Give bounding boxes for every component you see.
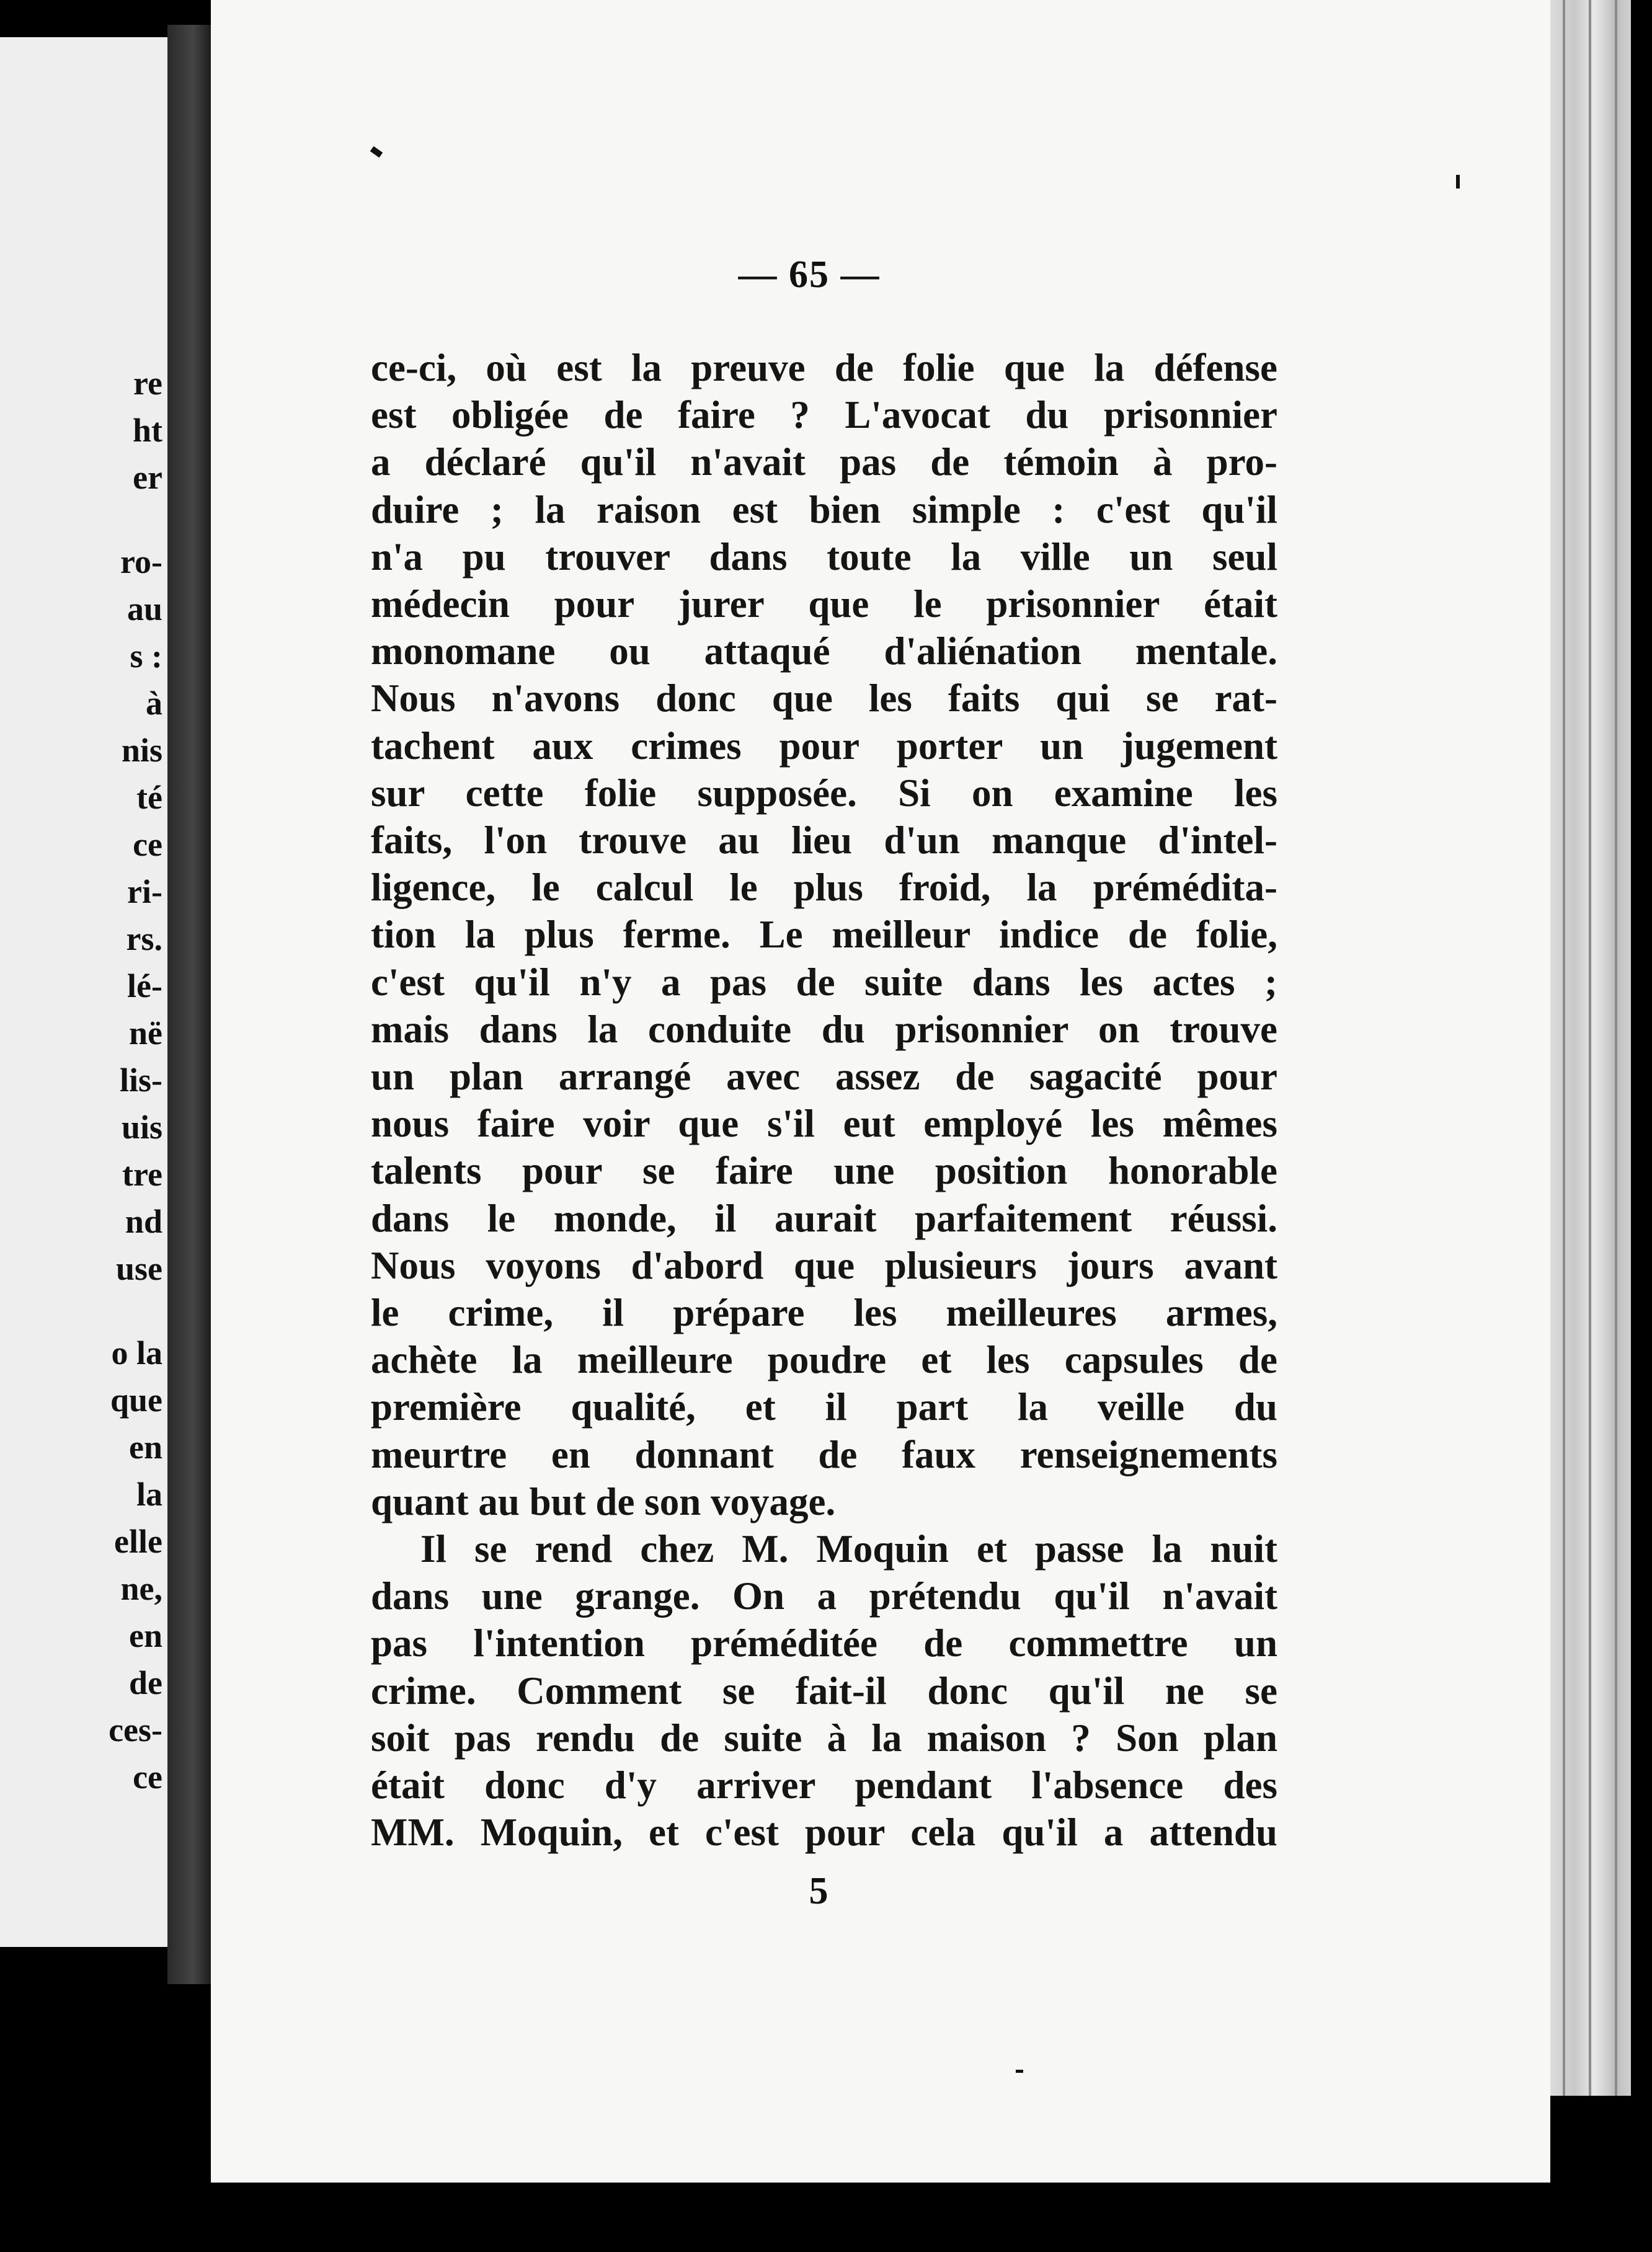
page-edge-line <box>1615 0 1617 2096</box>
text-line: médecin pour jurer que le prisonnier était <box>371 582 1277 626</box>
left-fragment: à <box>146 685 162 722</box>
text-line: nous faire voir que s'il eut employé les mêmes <box>371 1102 1277 1146</box>
left-fragment: nd <box>125 1203 162 1240</box>
left-fragment: ce <box>133 826 162 863</box>
left-fragment: au <box>127 590 162 627</box>
ink-speck <box>1456 175 1460 188</box>
left-fragment: ces- <box>109 1711 162 1749</box>
text-line: faits, l'on trouve au lieu d'un manque d'intel- <box>371 818 1277 862</box>
text-line: Nous n'avons donc que les faits qui se rat- <box>371 676 1277 720</box>
left-fragment: use <box>115 1250 162 1287</box>
left-fragment: lé- <box>127 967 162 1004</box>
left-fragment: në <box>129 1014 162 1052</box>
text-line: pas l'intention préméditée de commettre un <box>371 1621 1277 1665</box>
text-line: était donc d'y arriver pendant l'absence des <box>371 1763 1277 1807</box>
text-line: n'a pu trouver dans toute la ville un seul <box>371 534 1277 579</box>
left-fragment: de <box>129 1664 162 1701</box>
left-fragment: elle <box>114 1523 162 1560</box>
text-line: tion la plus ferme. Le meilleur indice de folie, <box>371 913 1277 957</box>
left-fragment: nis <box>121 732 162 769</box>
text-line: dans une grange. On a prétendu qu'il n'avait <box>371 1574 1277 1618</box>
text-line: tachent aux crimes pour porter un jugement <box>371 724 1277 768</box>
left-fragment: en <box>129 1617 162 1654</box>
text-line: ce-ci, où est la preuve de folie que la défense <box>371 346 1277 389</box>
left-fragment: rs. <box>126 920 162 957</box>
left-fragment: o la <box>111 1334 162 1372</box>
book-gutter-shadow <box>167 25 211 1984</box>
text-line: soit pas rendu de suite à la maison ? Son plan <box>371 1716 1277 1760</box>
left-fragment: la <box>136 1476 162 1513</box>
text-line: meurtre en donnant de faux renseignements <box>371 1432 1277 1476</box>
left-fragment: uis <box>121 1109 162 1146</box>
left-fragment: ne, <box>120 1570 162 1607</box>
signature-mark: 5 <box>809 1870 828 1912</box>
text-line: a déclaré qu'il n'avait pas de témoin à pro- <box>371 440 1277 484</box>
left-fragment: re <box>133 365 162 402</box>
text-line: monomane ou attaqué d'aliénation mentale. <box>371 629 1277 673</box>
text-line: crime. Comment se fait-il donc qu'il ne se <box>371 1669 1277 1713</box>
text-line: première qualité, et il part la veille du <box>371 1385 1277 1429</box>
text-line: est obligée de faire ? L'avocat du prisonnier <box>371 393 1277 437</box>
text-line: MM. Moquin, et c'est pour cela qu'il a attendu <box>371 1811 1277 1855</box>
left-fragment: ht <box>132 412 162 449</box>
page-body-text <box>371 344 1277 1856</box>
text-line: talents pour se faire une position honorable <box>371 1149 1277 1193</box>
text-line: sur cette folie supposée. Si on examine les <box>371 771 1277 815</box>
left-fragment: ro- <box>120 543 162 580</box>
left-fragment: lis- <box>119 1062 162 1099</box>
left-fragment: s : <box>130 637 162 675</box>
left-fragment: que <box>110 1381 162 1419</box>
ink-speck <box>1016 2070 1023 2073</box>
page-header-number: — 65 — <box>738 254 881 296</box>
text-line: Nous voyons d'abord que plusieurs jours avant <box>371 1243 1277 1287</box>
left-fragment: er <box>133 459 162 496</box>
text-line: achète la meilleure poudre et les capsules de <box>371 1338 1277 1382</box>
left-fragment: en <box>129 1429 162 1466</box>
text-line: le crime, il prépare les meilleures armes, <box>371 1291 1277 1335</box>
left-fragment: ce <box>133 1758 162 1796</box>
text-line: dans le monde, il aurait parfaitement réussi. <box>371 1196 1277 1240</box>
text-line: un plan arrangé avec assez de sagacité pour <box>371 1055 1277 1099</box>
left-fragment: ri- <box>127 873 162 910</box>
left-facing-page <box>0 37 167 1947</box>
page-stack-edge <box>1550 0 1631 2096</box>
page-edge-line <box>1563 0 1565 2096</box>
page-edge-line <box>1589 0 1591 2096</box>
text-line: c'est qu'il n'y a pas de suite dans les actes ; <box>371 960 1277 1004</box>
left-fragment: tre <box>122 1156 162 1193</box>
text-line: mais dans la conduite du prisonnier on trouve <box>371 1007 1277 1051</box>
text-line: duire ; la raison est bien simple : c'est qu'il <box>371 487 1277 531</box>
left-page-text-fragments <box>109 360 162 1801</box>
text-line: ligence, le calcul le plus froid, la prémédita- <box>371 866 1277 910</box>
text-line: quant au but de son voyage. <box>371 1479 836 1523</box>
left-fragment: té <box>136 779 162 816</box>
text-line: Il se rend chez M. Moquin et passe la nuit <box>420 1527 1277 1571</box>
